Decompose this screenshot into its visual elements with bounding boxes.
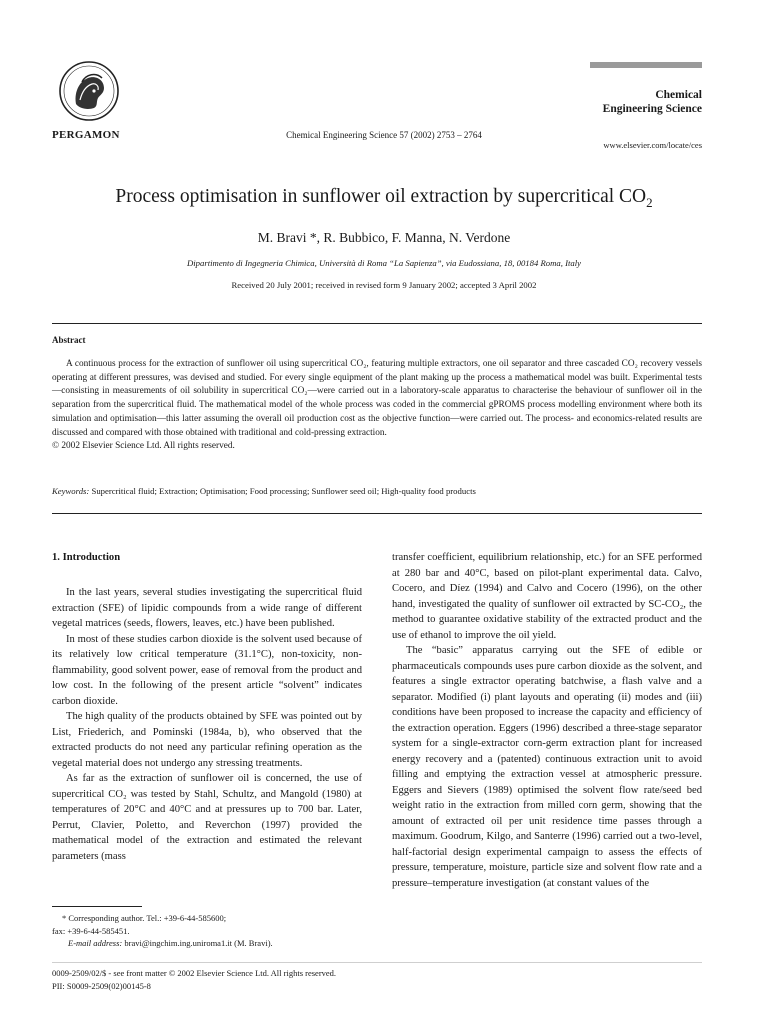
footnotes bbox=[52, 912, 362, 950]
paragraph: The high quality of the products obtained by SFE was pointed out by List, Friederich, and Pominski (1984a, b), who observed that the extracted products do not need any particular refining operation as the vegetal material does not undergo any stressing treatments. bbox=[52, 711, 362, 769]
section-heading-introduction: 1. Introduction bbox=[52, 552, 121, 563]
paragraph: The “basic” apparatus carrying out the SFE of edible or pharmaceuticals compounds uses pure carbon dioxide as the solvent, and features a single extractor operating batchwise, a flash valve and a separator. Modified (i) plant layouts and operating (ii) modes and (iii) conditions have been proposed to increase the capacity and efficiency of the extraction operation. Eggers (1996) described a three-stage separator system for a single-extractor corn-germ extraction plant for increased energy recovery and a (patented) continuous extraction unit to avoid filling and emptying the extraction vessel at atmospheric pressure. Eggers and Sievers (1989) optimised the solvent flow rate/seed bed weight ratio in the extraction from milled corn germ, showing that the amount of extracted oil per unit residence time passes through a maximum. Goodrum, Kilgo, and Santerre (1996) carried out a two-level, half-factorial design experimental campaign to assess the effects of pressure, temperature, moisture, particle size and solvent flow rate and a pressure–temperature investigation (at constant values of the bbox=[392, 645, 702, 889]
keywords-list: Supercritical fluid; Extraction; Optimisation; Food processing; Sunflower seed oil; High-quality food products bbox=[91, 486, 476, 496]
abstract-bottom-rule bbox=[52, 513, 702, 514]
paragraph: As far as the extraction of sunflower oil is concerned, the use of supercritical CO₂ was tested by Stahl, Schultz, and Mangold (1980) at temperatures of 20°C and 40°C and at pressures up to 700 bar. Later, Perrut, Clavier, Poletto, and Reverchon (1997) provided the mathematical model of the extraction and estimated the relevant parameters (mass bbox=[52, 773, 362, 862]
article-title bbox=[0, 186, 768, 211]
abstract-copyright: © 2002 Elsevier Science Ltd. All rights reserved. bbox=[52, 441, 235, 452]
footnote-rule bbox=[52, 906, 142, 907]
journal-title-line-1: Chemical bbox=[655, 89, 702, 101]
keywords-label: Keywords: bbox=[52, 486, 90, 496]
abstract-body bbox=[52, 358, 702, 454]
right-column bbox=[392, 550, 702, 891]
abstract-text: A continuous process for the extraction of sunflower oil using supercritical CO₂, featuring multiple extractors, one oil separator and three cascaded CO₂ recovery vessels operating at different pressures, was devised and studied. For every single equipment of the plant making up the process a mathematical model was built. Experimental tests—consisting in measurements of oil solubility in supercritical CO₂—were carried out in a laboratory-scale apparatus to characterise the behaviour of sunflower oil in the separation from the supercritical fluid. The mathematical model of the whole process was coded in the commercial gPROMS process modelling environment where both its simulation and optimisation—this latter assuming the overall oil production cost as the objective function—were carried out. The process- and economics-related results are discussed and compared with those obtained with traditional and cold-pressing extraction. bbox=[52, 359, 702, 438]
paragraph: In most of these studies carbon dioxide is the solvent used because of its relatively low critical temperature (31.1°C), non-toxicity, non-flammability, good solvent power, ease of removal from the product and low cost. In the following of the present article “solvent” indicates carbon dioxide. bbox=[52, 633, 362, 707]
abstract-heading: Abstract bbox=[52, 335, 86, 345]
journal-title-box bbox=[590, 62, 702, 116]
footnote-email[interactable]: bravi@ingchim.ing.uniroma1.it (M. Bravi). bbox=[124, 938, 273, 948]
page-bottom-rule bbox=[52, 962, 702, 963]
article-title-text: Process optimisation in sunflower oil extraction by supercritical CO bbox=[115, 186, 647, 207]
pii-line: PII: S0009-2509(02)00145-8 bbox=[52, 981, 151, 991]
keywords bbox=[52, 486, 702, 496]
left-column bbox=[52, 585, 362, 864]
affiliation: Dipartimento di Ingegneria Chimica, Università di Roma “La Sapienza”, via Eudossiana, 18, 00184 Roma, Italy bbox=[186, 258, 582, 268]
front-matter-info bbox=[52, 967, 336, 993]
footnote-fax: fax: +39-6-44-585451. bbox=[52, 925, 130, 936]
footnote-email-label: E-mail address: bbox=[68, 938, 123, 948]
paragraph: In the last years, several studies investigating the supercritical fluid extraction (SFE) of lipidic compounds from a wide range of different vegetal matrices (seeds, flowers, leaves, etc.) have been published. bbox=[52, 587, 362, 629]
footnote-email-line bbox=[52, 937, 362, 950]
received-dates: Received 20 July 2001; received in revised form 9 January 2002; accepted 3 April 2002 bbox=[231, 280, 537, 290]
publisher-logo bbox=[58, 60, 120, 122]
issn-line: 0009-2509/02/$ - see front matter © 2002 Elsevier Science Ltd. All rights reserved. bbox=[52, 968, 337, 978]
journal-title-line-2: Engineering Science bbox=[602, 103, 702, 115]
article-title-subscript: 2 bbox=[646, 194, 653, 210]
authors: M. Bravi *, R. Bubbico, F. Manna, N. Verdone bbox=[257, 230, 511, 245]
abstract-top-rule bbox=[52, 323, 702, 324]
publisher-name: PERGAMON bbox=[52, 129, 120, 141]
paragraph: transfer coefficient, equilibrium relationship, etc.) for an SFE performed at 280 bar and 40°C, based on pilot-plant experimental data. Calvo, Cocero, and Díez (1994) and Calvo and Cocero (1996), on the other hand, investigated the quality of sunflower oil extracted by SC-CO₂, the method to guarantee oxidative stability of the extracted product and the use of ethanol to improve the oil yield. bbox=[392, 552, 702, 641]
journal-url[interactable]: www.elsevier.com/locate/ces bbox=[603, 140, 702, 150]
footnote-corresponding: * Corresponding author. Tel.: +39-6-44-585600; bbox=[62, 913, 227, 923]
journal-citation: Chemical Engineering Science 57 (2002) 2753 – 2764 bbox=[286, 130, 482, 140]
